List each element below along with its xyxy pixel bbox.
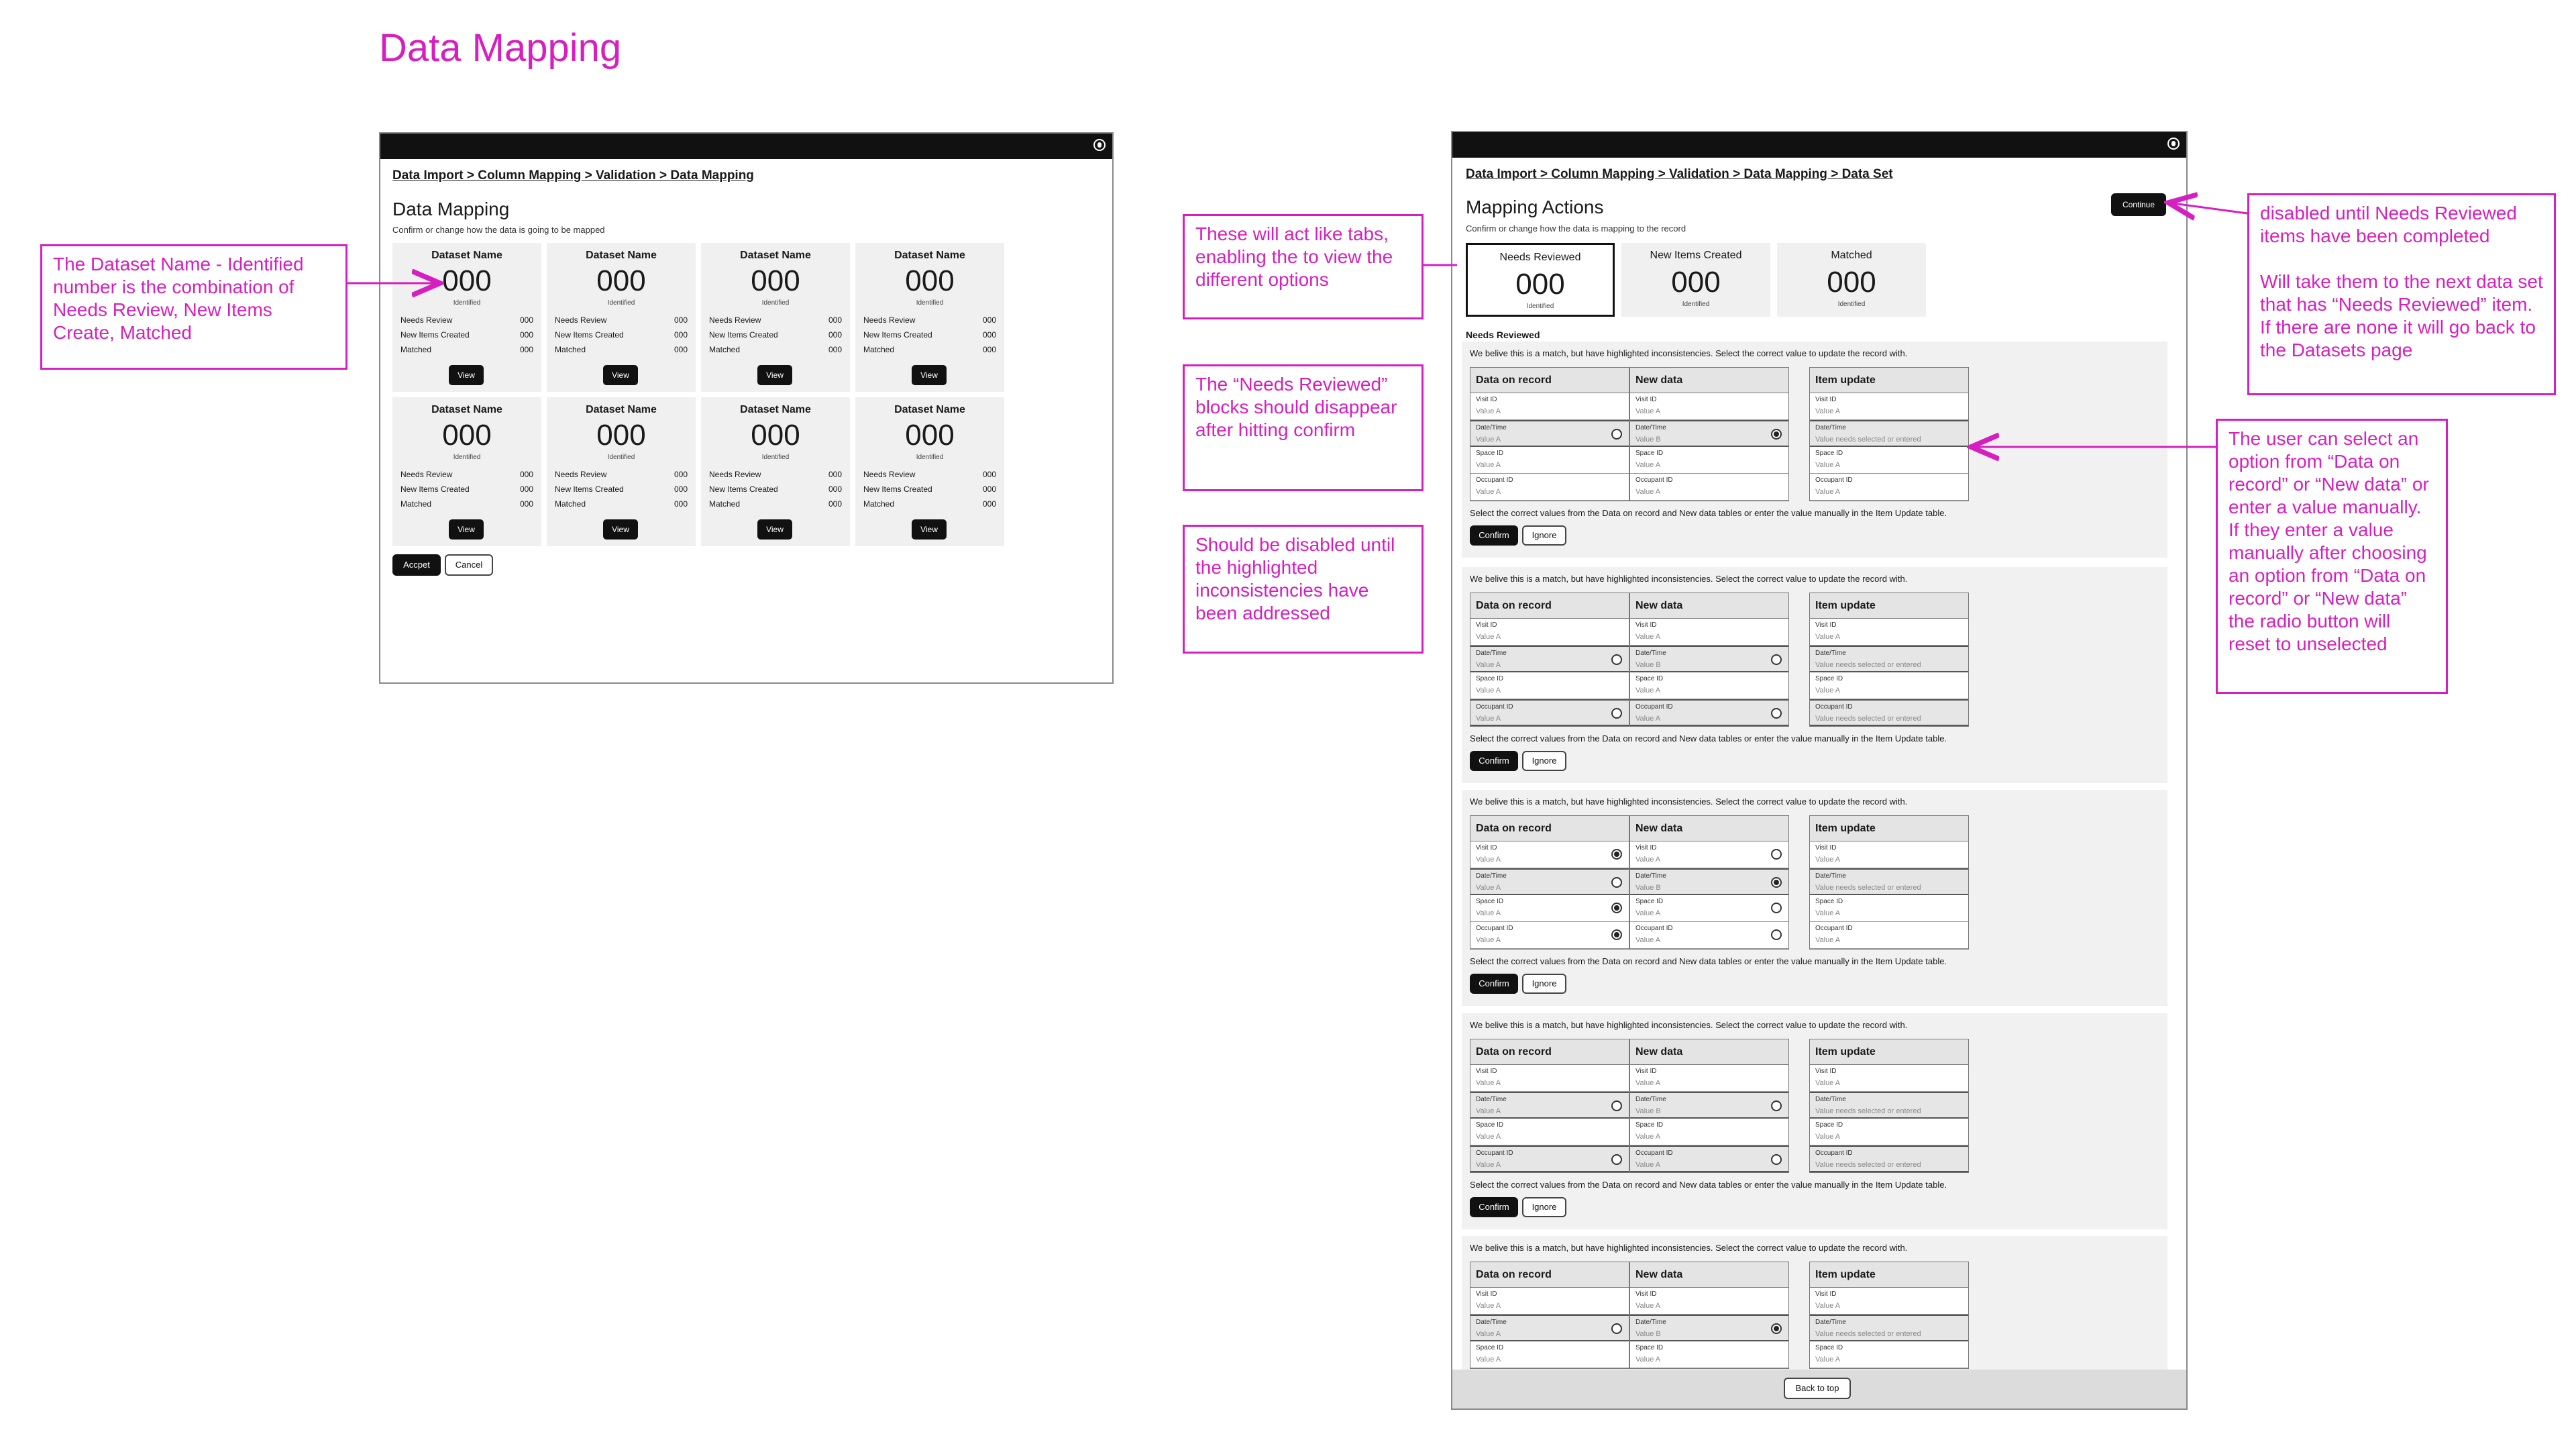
block-intro: We belive this is a match, but have highlighted inconsistencies. Select the correct value to update the record with. [1470, 348, 1908, 358]
stat-value: 000 [828, 315, 842, 325]
field-label: Occupant ID [1815, 1149, 1853, 1157]
stat-label: Needs Review [555, 315, 607, 325]
field-label: Visit ID [1476, 1068, 1497, 1075]
identified-number: 000 [905, 419, 955, 452]
field-label: Visit ID [1476, 621, 1497, 629]
confirm-button[interactable]: Confirm [1470, 1197, 1518, 1217]
identified-number: 000 [596, 419, 646, 452]
annotation-radio: The user can select an option from “Data on record” or “New data” or enter a value manually. If they enter a value manually after choosing an option from “Data on record” or “New data” the radio button will reset to unselected [2216, 419, 2448, 694]
identified-number: 000 [442, 419, 492, 452]
field-value: Value A [1815, 1133, 1841, 1141]
field-value: Value A [1635, 1079, 1661, 1087]
field-value: Value A [1815, 407, 1841, 415]
block-intro: We belive this is a match, but have highlighted inconsistencies. Select the correct value to update the record with. [1470, 797, 1908, 807]
field-label: Occupant ID [1476, 925, 1513, 932]
view-button[interactable]: View [603, 519, 638, 540]
field-value: Value A [1815, 1079, 1841, 1087]
stat-value: 000 [519, 499, 533, 509]
field-value: Value A [1815, 633, 1841, 641]
field-value: Value needs selected or entered [1815, 715, 1921, 723]
field-label: Date/Time [1476, 424, 1507, 431]
field-value: Value A [1635, 856, 1661, 864]
tab-label: Matched [1831, 250, 1872, 261]
stat-value: 000 [828, 345, 842, 354]
field-label: Occupant ID [1476, 703, 1513, 711]
field-label: Date/Time [1635, 872, 1666, 880]
field-value: Value A [1815, 936, 1841, 944]
stat-value: 000 [982, 345, 996, 354]
table-header: Data on record [1470, 368, 1629, 393]
field-value: Value A [1815, 909, 1841, 917]
dataset-name: Dataset Name [894, 404, 965, 415]
field-label: Visit ID [1815, 1290, 1837, 1298]
field-value: Value A [1635, 686, 1661, 695]
stat-value: 000 [674, 470, 688, 479]
ignore-button[interactable]: Ignore [1522, 1197, 1566, 1217]
field-label: Occupant ID [1815, 476, 1853, 484]
dataset-name: Dataset Name [431, 250, 502, 261]
stat-label: Matched [400, 345, 432, 354]
annotation-dataset-name: The Dataset Name - Identified number is the combination of Needs Review, New Items Create, Matched [40, 244, 347, 370]
tab-number: 000 [1827, 266, 1876, 299]
field-value: Value A [1635, 633, 1661, 641]
tab-label: New Items Created [1650, 250, 1742, 261]
field-value: Value A [1476, 488, 1501, 496]
stat-value: 000 [519, 345, 533, 354]
field-label: Occupant ID [1635, 703, 1673, 711]
field-label: Date/Time [1815, 872, 1846, 880]
field-label: Occupant ID [1635, 476, 1673, 484]
stat-value: 000 [982, 470, 996, 479]
stat-value: 000 [519, 330, 533, 340]
annotation-disabled: Should be disabled until the highlighted inconsistencies have been addressed [1183, 525, 1424, 654]
cancel-button[interactable]: Cancel [445, 554, 493, 576]
table-header: New data [1630, 816, 1788, 841]
stat-value: 000 [674, 499, 688, 509]
screen-subtitle: Confirm or change how the data is mapping to the record [1466, 223, 1686, 234]
stat-label: New Items Created [709, 330, 778, 340]
field-value: Value A [1476, 461, 1501, 469]
field-value: Value needs selected or entered [1815, 884, 1921, 892]
field-label: Date/Time [1476, 1319, 1507, 1326]
field-value: Value A [1476, 1330, 1501, 1338]
stat-label: Matched [555, 345, 586, 354]
field-label: Date/Time [1635, 1319, 1666, 1326]
stat-value: 000 [674, 484, 688, 494]
table-header: Data on record [1470, 816, 1629, 841]
table-header: Item update [1810, 368, 1968, 393]
confirm-button[interactable]: Confirm [1470, 974, 1518, 994]
stat-value: 000 [982, 315, 996, 325]
stat-value: 000 [674, 315, 688, 325]
field-label: Occupant ID [1635, 1149, 1673, 1157]
field-value: Value A [1476, 909, 1501, 917]
field-label: Space ID [1815, 1121, 1843, 1129]
field-label: Space ID [1815, 450, 1843, 457]
breadcrumb[interactable]: Data Import > Column Mapping > Validation > Data Mapping > Data Set [1466, 167, 1893, 181]
identified-label: Identified [607, 299, 635, 307]
identified-number: 000 [905, 264, 955, 297]
field-value: Value A [1476, 715, 1501, 723]
field-value: Value A [1815, 1302, 1841, 1310]
annotation-needs-reviewed: The “Needs Reviewed” blocks should disappear after hitting confirm [1183, 364, 1424, 491]
field-label: Visit ID [1815, 396, 1837, 403]
field-label: Date/Time [1815, 1319, 1846, 1326]
table-header: New data [1630, 1039, 1788, 1065]
view-button[interactable]: View [449, 365, 484, 385]
stat-value: 000 [519, 315, 533, 325]
stat-value: 000 [519, 470, 533, 479]
field-label: Visit ID [1815, 1068, 1837, 1075]
tab-identified: Identified [1682, 301, 1710, 308]
field-value: Value needs selected or entered [1815, 1161, 1921, 1169]
table-header: Item update [1810, 816, 1968, 841]
tab-identified: Identified [1837, 301, 1866, 308]
table-header: New data [1630, 368, 1788, 393]
confirm-button[interactable]: Confirm [1470, 525, 1518, 546]
stat-value: 000 [982, 484, 996, 494]
field-value: Value A [1635, 936, 1661, 944]
table-header: New data [1630, 593, 1788, 619]
table-header: Item update [1810, 1039, 1968, 1065]
view-button[interactable]: View [757, 365, 792, 385]
accept-button[interactable]: Accpet [392, 554, 441, 576]
field-label: Date/Time [1635, 650, 1666, 657]
field-label: Visit ID [1815, 844, 1837, 852]
field-value: Value A [1635, 461, 1661, 469]
block-intro: We belive this is a match, but have highlighted inconsistencies. Select the correct value to update the record with. [1470, 1020, 1908, 1030]
back-to-top-button[interactable]: Back to top [1784, 1378, 1851, 1399]
field-value: Value A [1635, 1302, 1661, 1310]
stat-label: New Items Created [863, 484, 932, 494]
field-label: Visit ID [1476, 396, 1497, 403]
stat-value: 000 [828, 499, 842, 509]
field-value: Value A [1815, 488, 1841, 496]
view-button[interactable]: View [449, 519, 484, 540]
view-button[interactable]: View [912, 365, 947, 385]
view-button[interactable]: View [757, 519, 792, 540]
stat-label: Needs Review [863, 470, 916, 479]
stat-value: 000 [828, 330, 842, 340]
field-value: Value B [1635, 1330, 1661, 1338]
stat-label: New Items Created [555, 330, 624, 340]
stat-label: New Items Created [709, 484, 778, 494]
stat-label: Needs Review [400, 470, 453, 479]
field-label: Visit ID [1635, 621, 1657, 629]
stat-value: 000 [674, 330, 688, 340]
field-value: Value A [1476, 686, 1501, 695]
field-label: Date/Time [1476, 650, 1507, 657]
block-hint: Select the correct values from the Data on record and New data tables or enter the value manually in the Item Update table. [1470, 1180, 1947, 1190]
field-label: Occupant ID [1635, 925, 1673, 932]
annotation-tabs: These will act like tabs, enabling the to view the different options [1183, 214, 1424, 319]
field-value: Value A [1476, 633, 1501, 641]
field-value: Value B [1635, 1107, 1661, 1115]
block-intro: We belive this is a match, but have highlighted inconsistencies. Select the correct value to update the record with. [1470, 1243, 1908, 1253]
field-value: Value A [1635, 488, 1661, 496]
stat-value: 000 [828, 470, 842, 479]
field-value: Value A [1476, 936, 1501, 944]
dataset-name: Dataset Name [894, 250, 965, 261]
field-label: Date/Time [1815, 1096, 1846, 1103]
identified-number: 000 [596, 264, 646, 297]
field-label: Space ID [1635, 450, 1664, 457]
field-label: Space ID [1635, 1344, 1664, 1351]
field-label: Occupant ID [1815, 925, 1853, 932]
stat-label: Matched [400, 499, 432, 509]
field-value: Value A [1635, 715, 1661, 723]
table-header: Data on record [1470, 1039, 1629, 1065]
identified-label: Identified [607, 454, 635, 461]
field-value: Value needs selected or entered [1815, 1330, 1921, 1338]
field-value: Value A [1476, 856, 1501, 864]
field-label: Space ID [1635, 898, 1664, 905]
stat-value: 000 [982, 330, 996, 340]
field-label: Date/Time [1815, 424, 1846, 431]
field-label: Date/Time [1476, 872, 1507, 880]
field-label: Space ID [1815, 675, 1843, 682]
screen-title: Data Mapping [392, 199, 510, 219]
field-label: Visit ID [1476, 844, 1497, 852]
field-label: Space ID [1815, 1344, 1843, 1351]
field-label: Visit ID [1815, 621, 1837, 629]
identified-label: Identified [453, 454, 481, 461]
arrow-continue [2168, 203, 2247, 213]
dataset-name: Dataset Name [431, 404, 502, 415]
tab-label: Needs Reviewed [1499, 252, 1581, 263]
stat-label: Matched [709, 345, 741, 354]
field-value: Value A [1476, 407, 1501, 415]
field-label: Date/Time [1476, 1096, 1507, 1103]
breadcrumb[interactable]: Data Import > Column Mapping > Validation > Data Mapping [392, 168, 754, 183]
stat-label: Matched [863, 499, 895, 509]
confirm-button[interactable]: Confirm [1470, 751, 1518, 771]
continue-button[interactable]: Continue [2111, 193, 2166, 216]
stat-label: Matched [709, 499, 741, 509]
table-header: Data on record [1470, 593, 1629, 619]
field-label: Space ID [1815, 898, 1843, 905]
field-value: Value needs selected or entered [1815, 661, 1921, 669]
stat-value: 000 [982, 499, 996, 509]
screen-subtitle: Confirm or change how the data is going to be mapped [392, 225, 605, 235]
stat-label: New Items Created [400, 330, 470, 340]
tab-number: 000 [1515, 268, 1565, 301]
section-label: Needs Reviewed [1466, 329, 1540, 340]
stat-label: Needs Review [709, 315, 761, 325]
ignore-button[interactable]: Ignore [1522, 974, 1566, 994]
field-value: Value A [1815, 1355, 1841, 1364]
identified-label: Identified [916, 299, 944, 307]
identified-label: Identified [761, 454, 790, 461]
annotation-continue-disabled: disabled until Needs Reviewed items have been completed [2260, 203, 2517, 246]
field-label: Space ID [1476, 898, 1504, 905]
table-header: Data on record [1470, 1262, 1629, 1288]
block-intro: We belive this is a match, but have highlighted inconsistencies. Select the correct value to update the record with. [1470, 574, 1908, 584]
field-value: Value A [1476, 1133, 1501, 1141]
field-value: Value A [1476, 1079, 1501, 1087]
ignore-button[interactable]: Ignore [1522, 751, 1566, 771]
field-label: Space ID [1635, 675, 1664, 682]
stat-label: Needs Review [863, 315, 916, 325]
block-hint: Select the correct values from the Data on record and New data tables or enter the value manually in the Item Update table. [1470, 956, 1947, 966]
field-value: Value A [1635, 1133, 1661, 1141]
field-value: Value needs selected or entered [1815, 1107, 1921, 1115]
block-hint: Select the correct values from the Data on record and New data tables or enter the value manually in the Item Update table. [1470, 733, 1947, 744]
field-value: Value B [1635, 884, 1661, 892]
dataset-name: Dataset Name [740, 250, 811, 261]
screen-title: Mapping Actions [1466, 197, 1604, 217]
field-value: Value A [1476, 1355, 1501, 1364]
stat-value: 000 [828, 484, 842, 494]
field-value: Value A [1635, 407, 1661, 415]
field-label: Space ID [1476, 1344, 1504, 1351]
field-label: Date/Time [1635, 1096, 1666, 1103]
identified-label: Identified [453, 299, 481, 307]
dataset-name: Dataset Name [586, 250, 657, 261]
stat-label: Needs Review [709, 470, 761, 479]
ignore-button[interactable]: Ignore [1522, 525, 1566, 546]
table-header: Item update [1810, 1262, 1968, 1288]
field-label: Space ID [1635, 1121, 1664, 1129]
field-label: Occupant ID [1476, 476, 1513, 484]
field-label: Visit ID [1476, 1290, 1497, 1298]
dataset-name: Dataset Name [586, 404, 657, 415]
identified-number: 000 [442, 264, 492, 297]
stat-label: New Items Created [400, 484, 470, 494]
field-value: Value A [1635, 1161, 1661, 1169]
stat-label: New Items Created [555, 484, 624, 494]
field-value: Value A [1476, 1161, 1501, 1169]
identified-number: 000 [751, 264, 800, 297]
field-label: Occupant ID [1815, 703, 1853, 711]
field-label: Visit ID [1635, 396, 1657, 403]
field-label: Date/Time [1635, 424, 1666, 431]
field-label: Date/Time [1815, 650, 1846, 657]
field-label: Visit ID [1635, 1290, 1657, 1298]
field-value: Value A [1635, 1355, 1661, 1364]
field-value: Value A [1815, 856, 1841, 864]
stat-label: Matched [863, 345, 895, 354]
field-label: Space ID [1476, 450, 1504, 457]
field-label: Visit ID [1635, 1068, 1657, 1075]
stat-label: Needs Review [555, 470, 607, 479]
table-header: New data [1630, 1262, 1788, 1288]
field-value: Value A [1815, 461, 1841, 469]
page-title: Data Mapping [379, 26, 622, 70]
field-value: Value needs selected or entered [1815, 436, 1921, 444]
identified-number: 000 [751, 419, 800, 452]
stat-value: 000 [519, 484, 533, 494]
field-value: Value A [1635, 909, 1661, 917]
field-label: Visit ID [1635, 844, 1657, 852]
dataset-name: Dataset Name [740, 404, 811, 415]
tab-number: 000 [1671, 266, 1721, 299]
stat-value: 000 [674, 345, 688, 354]
field-value: Value A [1476, 1107, 1501, 1115]
field-value: Value A [1476, 436, 1501, 444]
field-label: Space ID [1476, 675, 1504, 682]
table-header: Item update [1810, 593, 1968, 619]
stat-label: Needs Review [400, 315, 453, 325]
field-value: Value A [1476, 884, 1501, 892]
stat-label: Matched [555, 499, 586, 509]
stat-label: New Items Created [863, 330, 932, 340]
field-value: Value A [1476, 1302, 1501, 1310]
identified-label: Identified [761, 299, 790, 307]
tab-identified: Identified [1526, 303, 1554, 310]
identified-label: Identified [916, 454, 944, 461]
field-value: Value B [1635, 661, 1661, 669]
field-value: Value A [1815, 686, 1841, 695]
annotation-continue-next: Will take them to the next data set that has “Needs Reviewed” item. If there are none it will go back to the Datasets page [2260, 271, 2543, 360]
field-label: Space ID [1476, 1121, 1504, 1129]
field-value: Value A [1476, 661, 1501, 669]
view-button[interactable]: View [603, 365, 638, 385]
field-label: Occupant ID [1476, 1149, 1513, 1157]
block-hint: Select the correct values from the Data on record and New data tables or enter the value manually in the Item Update table. [1470, 508, 1947, 518]
view-button[interactable]: View [912, 519, 947, 540]
field-value: Value B [1635, 436, 1661, 444]
